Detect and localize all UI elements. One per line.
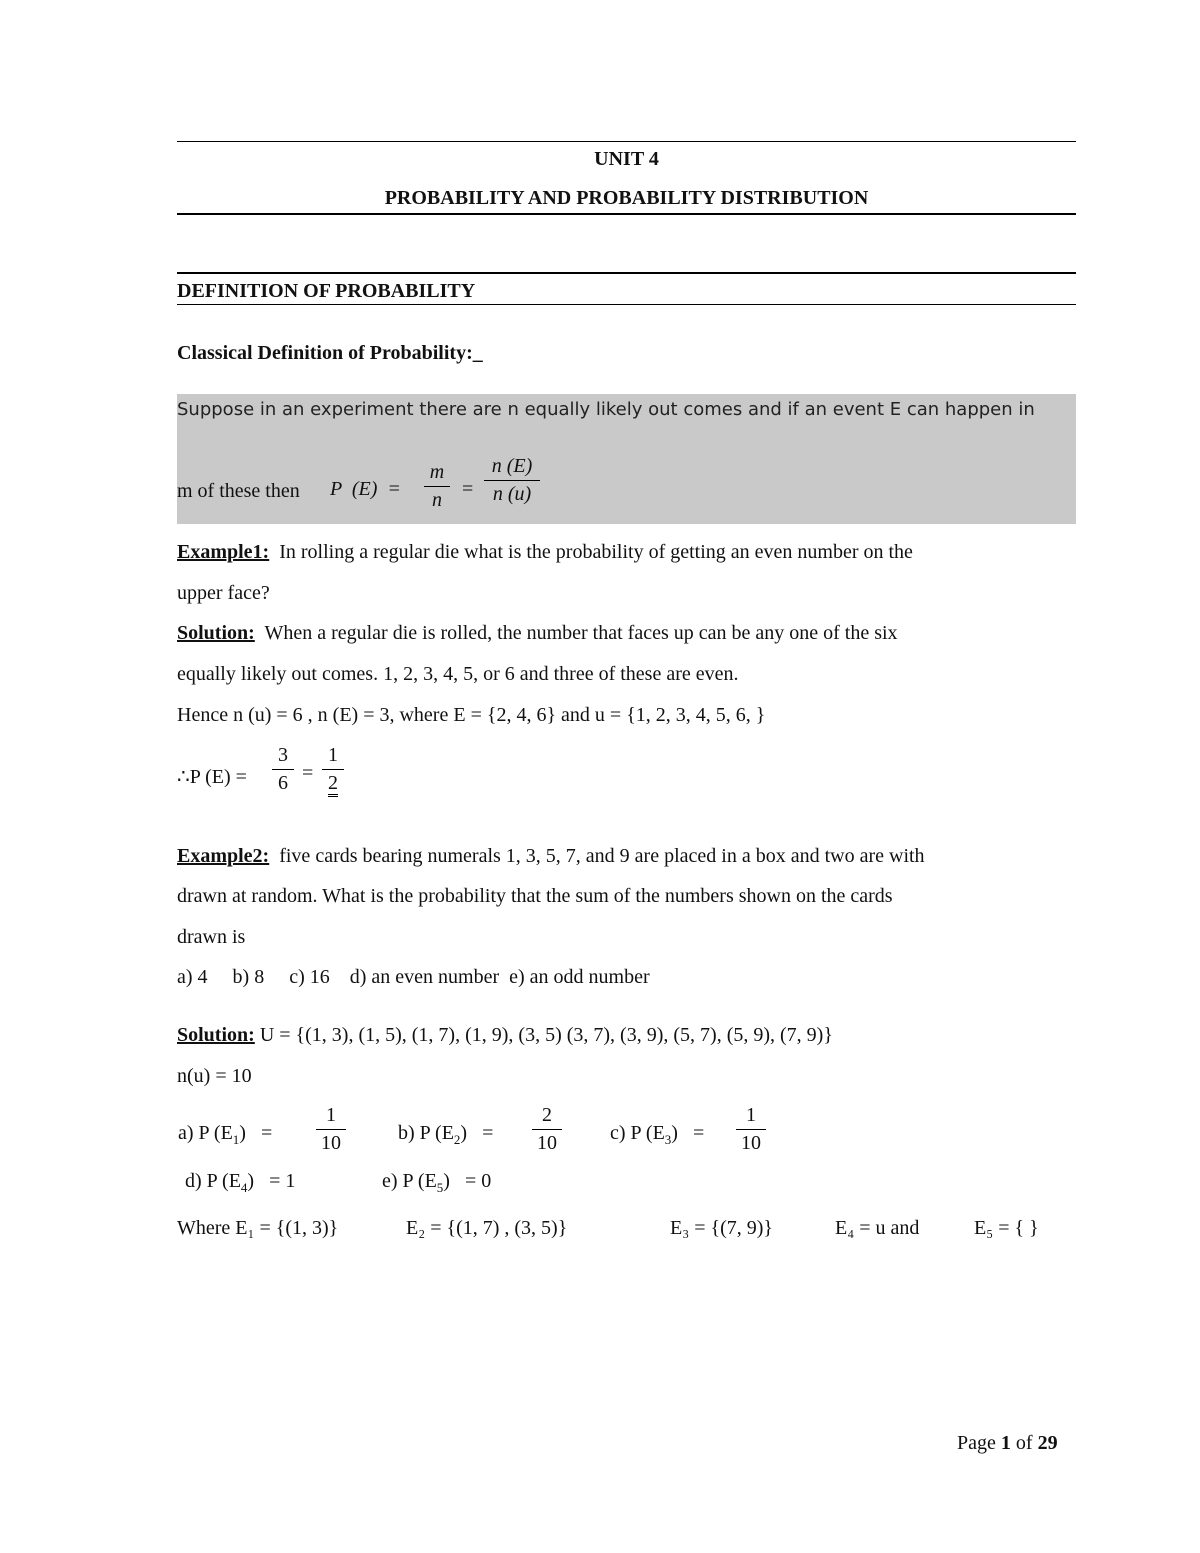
example1-question-text: In rolling a regular die what is the probability of getting an even number on the [279, 541, 913, 563]
answer-c-frac [736, 1104, 766, 1155]
example1-label: Example1: [177, 541, 270, 563]
where-e4: E₄ = u and [835, 1217, 920, 1239]
answer-e-rhs: ) = 0 [443, 1170, 492, 1192]
frac-numerator: 1 [746, 1104, 756, 1126]
answer-c-lhs: c) P (E [610, 1122, 665, 1144]
answer-b-sub: 2 [453, 1132, 461, 1147]
probability-eq: = [302, 762, 314, 784]
probability-lhs: ∴P (E) = [177, 766, 247, 788]
answer-d-sub: 4 [240, 1180, 248, 1195]
answer-a [178, 1122, 272, 1148]
frac-denominator: 6 [278, 772, 288, 794]
section-bottom-rule [177, 304, 1076, 305]
frac-bar [532, 1129, 562, 1130]
example2-sample-space: U = {(1, 3), (1, 5), (1, 7), (1, 9), (3, 5) (3, 7), (3, 9), (5, 7), (5, 9), (7, 9)} [259, 1024, 833, 1046]
answer-a-sub: 1 [232, 1132, 240, 1147]
answer-d-lhs: d) P (E [185, 1170, 241, 1192]
example1-question-line-2: upper face? [177, 582, 270, 604]
frac-bar [424, 486, 450, 487]
page-prefix: Page [957, 1432, 1001, 1454]
frac-bar [272, 769, 294, 770]
example2-question-line-3: drawn is [177, 926, 246, 948]
top-rule [177, 141, 1076, 142]
frac-numerator: 1 [328, 744, 338, 766]
example1-question-line-1 [177, 541, 913, 564]
answer-b-frac [532, 1104, 562, 1155]
answer-e-sub: 5 [436, 1180, 444, 1195]
answer-b-rhs: ) = [460, 1122, 494, 1144]
example2-solution-label: Solution: [177, 1024, 255, 1046]
frac-numerator: 3 [278, 744, 288, 766]
definition-line-1: Suppose in an experiment there are n equally likely out comes and if an event E can happen in [177, 399, 1035, 420]
frac-numerator: 2 [542, 1104, 552, 1126]
answer-b-lhs: b) P (E [398, 1122, 454, 1144]
example1-solution-text: When a regular die is rolled, the number that faces up can be any one of the six [264, 622, 898, 644]
where-e3: E₃ = {(7, 9)} [670, 1217, 773, 1239]
where-e1: Where E₁ = {(1, 3)} [177, 1217, 339, 1239]
answer-e [382, 1170, 491, 1196]
example2-label: Example2: [177, 845, 270, 867]
page-current: 1 [1000, 1432, 1011, 1454]
example1-solution-label: Solution: [177, 622, 255, 644]
probability-frac-3-6 [272, 744, 294, 795]
frac-bar [316, 1129, 346, 1130]
unit-title: UNIT 4 [594, 148, 659, 170]
page-title: PROBABILITY AND PROBABILITY DISTRIBUTION [384, 187, 869, 209]
frac-bar [484, 480, 540, 481]
definition-line-2: m of these then [177, 480, 300, 502]
formula-eq: = [462, 478, 474, 500]
page-of: of [1010, 1432, 1038, 1454]
formula-frac-nE-nu [484, 455, 540, 506]
page-number [957, 1432, 1058, 1455]
formula-lhs: P (E) = [330, 478, 401, 500]
frac-bar [322, 769, 344, 770]
example2-nu: n(u) = 10 [177, 1065, 252, 1087]
frac-denominator: 10 [537, 1132, 557, 1154]
answer-c-rhs: ) = [671, 1122, 705, 1144]
answer-c-sub: 3 [664, 1132, 672, 1147]
section-top-rule [177, 272, 1076, 274]
example2-question-line-2: drawn at random. What is the probability that the sum of the numbers shown on the cards [177, 885, 893, 907]
frac-denominator: 2 [328, 772, 338, 797]
example2-solution-line [177, 1024, 833, 1047]
page-total: 29 [1037, 1432, 1058, 1454]
frac-numerator: m [429, 461, 445, 483]
example1-solution-line-2: equally likely out comes. 1, 2, 3, 4, 5, or 6 and three of these are even. [177, 663, 739, 685]
answer-a-rhs: ) = [239, 1122, 273, 1144]
probability-frac-1-2 [322, 744, 344, 795]
answer-d [185, 1170, 295, 1196]
frac-bar [736, 1129, 766, 1130]
frac-denominator: n (u) [492, 483, 532, 505]
example2-question-line-1 [177, 845, 925, 868]
section-heading: DEFINITION OF PROBABILITY [177, 280, 476, 302]
example2-question-text: five cards bearing numerals 1, 3, 5, 7, and 9 are placed in a box and two are with [279, 845, 925, 867]
answer-b [398, 1122, 493, 1148]
answer-c [610, 1122, 704, 1148]
frac-numerator: n (E) [491, 455, 533, 477]
frac-denominator: n [432, 489, 442, 511]
answer-a-lhs: a) P (E [178, 1122, 233, 1144]
where-e2: E₂ = {(1, 7) , (3, 5)} [406, 1217, 568, 1239]
frac-denominator: 10 [321, 1132, 341, 1154]
answer-e-lhs: e) P (E [382, 1170, 437, 1192]
frac-denominator: 10 [741, 1132, 761, 1154]
classical-heading: Classical Definition of Probability:_ [177, 342, 483, 364]
formula-frac-m-n [424, 461, 450, 512]
answer-d-rhs: ) = 1 [247, 1170, 296, 1192]
where-e5: E₅ = { } [974, 1217, 1039, 1239]
frac-numerator: 1 [326, 1104, 336, 1126]
answer-a-frac [316, 1104, 346, 1155]
example1-solution-line-3: Hence n (u) = 6 , n (E) = 3, where E = {2, 4, 6} and u = {1, 2, 3, 4, 5, 6, } [177, 704, 766, 726]
example2-options: a) 4 b) 8 c) 16 d) an even number e) an odd number [177, 966, 650, 988]
example1-solution-line-1 [177, 622, 898, 645]
title-rule [177, 213, 1076, 215]
